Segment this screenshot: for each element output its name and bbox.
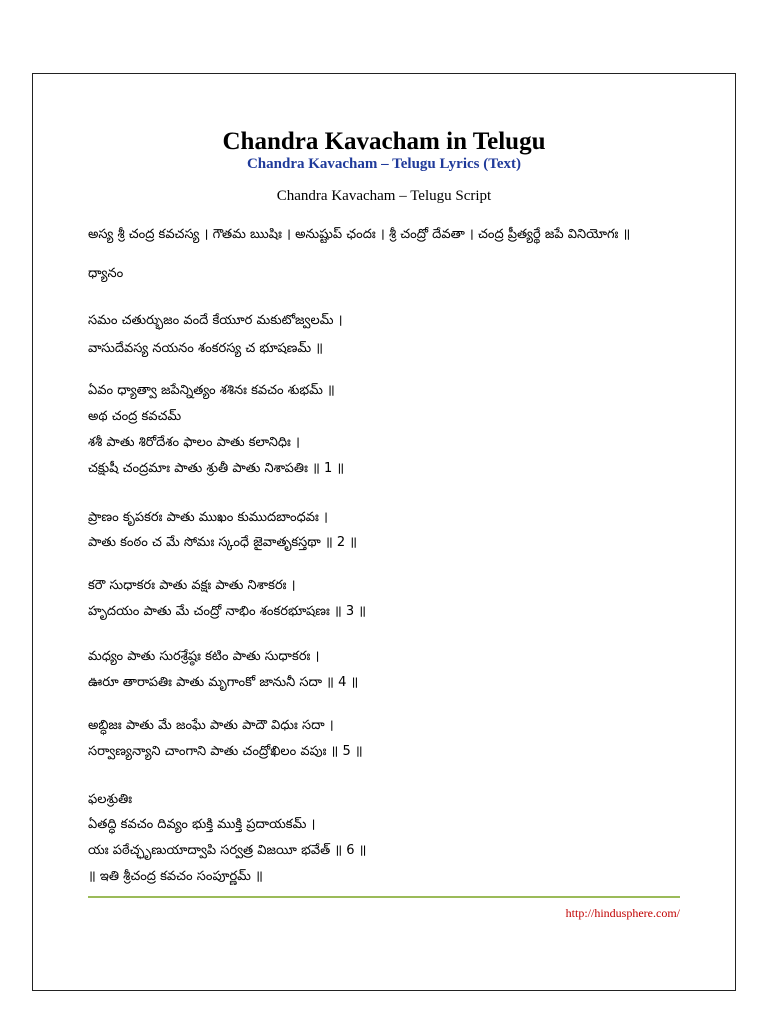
verse-line: శశీ పాతు శిరోదేశం ఫాలం పాతు కలానిధిః ।	[88, 435, 300, 450]
script-heading: Chandra Kavacham – Telugu Script	[276, 188, 492, 204]
verse-line: సర్వాణ్యన్యాని చాంగాని పాతు చంద్రోఖిలం వపుః ॥ 5 ॥	[88, 744, 363, 759]
verse-line: ఏవం ధ్యాత్వా జపేన్నిత్యం శశినః కవచం శుభమ్ ॥	[88, 383, 335, 398]
verse-line: ప్రాణం కృపకరః పాతు ముఖం కుముదబాంధవః ।	[88, 510, 328, 525]
verse-line: చక్షుషీ చంద్రమాః పాతు శ్రుతీ పాతు నిశాపతిః ॥ 1 ॥	[88, 461, 345, 476]
verse-line: వాసుదేవస్య నయనం శంకరస్య చ భూషణమ్ ॥	[88, 341, 324, 356]
footer-divider	[88, 896, 680, 898]
footer-link[interactable]: http://hindusphere.com/	[565, 906, 680, 920]
verse-line: సమం చతుర్భుజం వందే కేయూర మకుటోజ్వలమ్ ।	[88, 313, 343, 328]
verse-line: యః పఠేచ్ఛృణుయాద్వాపి సర్వత్ర విజయీ భవేత్ ॥ 6 ॥	[88, 843, 367, 858]
verse-line: ॥ ఇతి శ్రీచంద్ర కవచం సంపూర్ణమ్ ॥	[88, 869, 263, 884]
section-heading-dhyanam: ధ్యానం	[88, 266, 124, 281]
verse-line: కరౌ సుధాకరః పాతు వక్షః పాతు నిశాకరః ।	[88, 578, 296, 593]
verse-line: అబ్ధిజః పాతు మే జంఘే పాతు పాదౌ విధుః సదా ।	[88, 718, 334, 733]
verse-line: ఊరూ తారాపతిః పాతు మృగాంకో జానునీ సదా ॥ 4 ॥	[88, 675, 359, 690]
document-title: Chandra Kavacham in Telugu	[222, 128, 546, 155]
verse-line: మధ్యం పాతు సురశ్రేష్ఠః కటిం పాతు సుధాకరః ।	[88, 649, 320, 664]
verse-line: హృదయం పాతు మే చంద్రో నాభిం శంకరభూషణః ॥ 3 ॥	[88, 604, 367, 619]
document-subtitle: Chandra Kavacham – Telugu Lyrics (Text)	[246, 156, 522, 172]
verse-line: అస్య శ్రీ చంద్ర కవచస్య । గౌతమ ఋషిః । అనుష్టుప్ ఛందః । శ్రీ చంద్రో దేవతా । చంద్ర ప్రీత్యర్థే జపే వినియోగః ॥	[88, 227, 631, 242]
verse-line: అథ చంద్ర కవచమ్	[88, 409, 182, 424]
section-heading-phalashruti: ఫలశ్రుతిః	[88, 792, 133, 807]
verse-line: పాతు కంఠం చ మే సోమః స్కంధే జైవాతృకస్తథా ॥ 2 ॥	[88, 535, 358, 550]
verse-line: ఏతద్ధి కవచం దివ్యం భుక్తి ముక్తి ప్రదాయకమ్ ।	[88, 817, 316, 832]
